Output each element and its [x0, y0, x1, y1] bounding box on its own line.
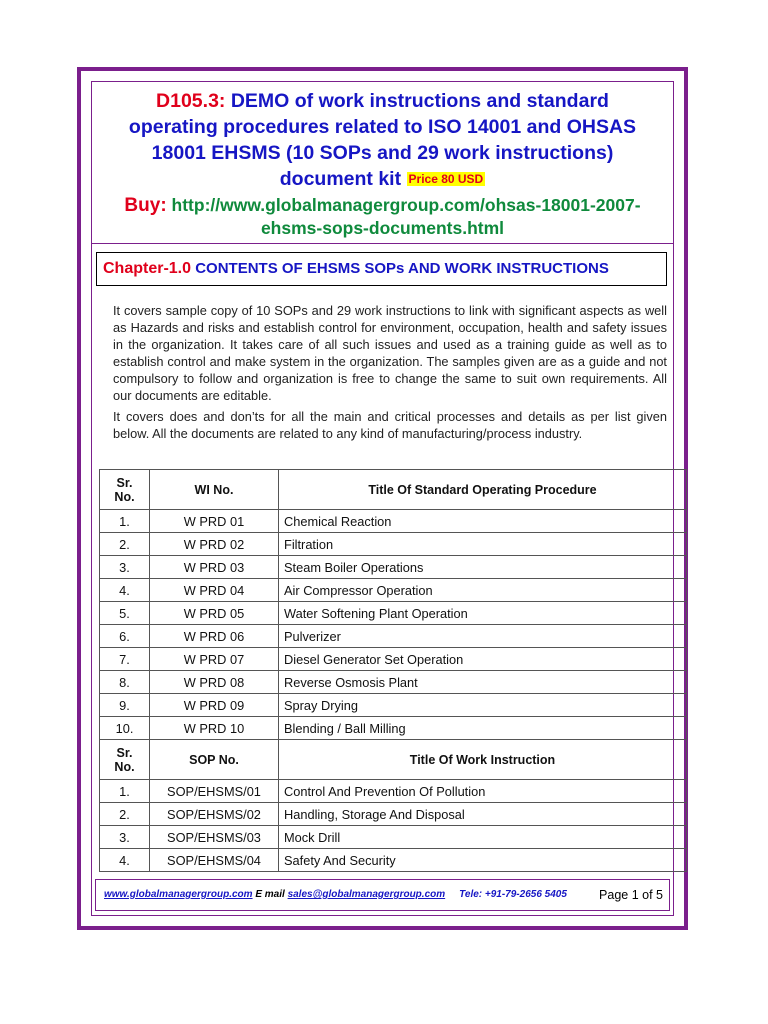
wi-no-cell: W PRD 08 [150, 671, 279, 694]
title-cell: Air Compressor Operation [279, 579, 687, 602]
header-wi-title: Title Of Work Instruction [279, 740, 687, 780]
title-line-3: 18001 EHSMS (10 SOPs and 29 work instructions) [151, 142, 614, 164]
email-label: E mail [252, 889, 288, 900]
sop-no-cell: SOP/EHSMS/03 [150, 826, 279, 849]
title-line-2: operating procedures related to ISO 14001 and OHSAS [128, 116, 637, 138]
sr-no-cell: 2. [100, 533, 150, 556]
table-row [100, 625, 687, 648]
header-sr-no: Sr. No. [100, 740, 150, 780]
page-inner-border [91, 81, 674, 916]
title-line-1: DEMO of work instructions and standard [225, 90, 609, 112]
table-row [100, 717, 687, 740]
wi-no-cell: W PRD 07 [150, 648, 279, 671]
title-cell: Control And Prevention Of Pollution [279, 780, 687, 803]
sr-no-cell: 3. [100, 556, 150, 579]
title-cell: Reverse Osmosis Plant [279, 671, 687, 694]
wi-no-cell: W PRD 05 [150, 602, 279, 625]
buy-label: Buy: [124, 195, 167, 216]
title-cell: Filtration [279, 533, 687, 556]
sr-no-cell: 9. [100, 694, 150, 717]
sop-no-cell: SOP/EHSMS/01 [150, 780, 279, 803]
wi-table-header [100, 740, 687, 780]
telephone-number: Tele: +91-79-2656 5405 [459, 889, 567, 900]
title-cell: Mock Drill [279, 826, 687, 849]
table-row [100, 694, 687, 717]
sr-no-cell: 10. [100, 717, 150, 740]
sop-no-cell: SOP/EHSMS/04 [150, 849, 279, 872]
buy-link-line-2[interactable]: ehsms-sops-documents.html [260, 218, 505, 238]
title-cell: Spray Drying [279, 694, 687, 717]
header-sr-no: Sr. No. [100, 470, 150, 510]
sop-no-cell: SOP/EHSMS/02 [150, 803, 279, 826]
header-divider [92, 243, 673, 244]
header-wi-no: WI No. [150, 470, 279, 510]
sr-no-cell: 1. [100, 780, 150, 803]
title-line-4: document kit [279, 168, 402, 190]
table-row [100, 826, 687, 849]
sr-no-cell: 4. [100, 849, 150, 872]
title-cell: Safety And Security [279, 849, 687, 872]
sr-no-cell: 7. [100, 648, 150, 671]
document-title [92, 88, 673, 192]
contents-table [99, 469, 687, 872]
page-number: Page 1 of 5 [599, 888, 663, 902]
table-row [100, 510, 687, 533]
table-row [100, 579, 687, 602]
wi-no-cell: W PRD 02 [150, 533, 279, 556]
document-code: D105.3: [156, 90, 226, 112]
title-cell: Pulverizer [279, 625, 687, 648]
table-row [100, 602, 687, 625]
table-row [100, 803, 687, 826]
title-cell: Water Softening Plant Operation [279, 602, 687, 625]
table-row [100, 849, 687, 872]
wi-no-cell: W PRD 06 [150, 625, 279, 648]
website-link[interactable]: www.globalmanagergroup.com [104, 889, 253, 900]
sr-no-cell: 1. [100, 510, 150, 533]
page-footer [95, 879, 670, 911]
sr-no-cell: 4. [100, 579, 150, 602]
wi-no-cell: W PRD 09 [150, 694, 279, 717]
chapter-title: CONTENTS OF EHSMS SOPs AND WORK INSTRUCTIONS [195, 260, 609, 277]
buy-section [92, 194, 673, 240]
sr-no-cell: 2. [100, 803, 150, 826]
sr-no-cell: 6. [100, 625, 150, 648]
sr-no-cell: 3. [100, 826, 150, 849]
title-cell: Blending / Ball Milling [279, 717, 687, 740]
table-row [100, 648, 687, 671]
chapter-number: Chapter-1.0 [103, 260, 192, 277]
table-row [100, 556, 687, 579]
wi-no-cell: W PRD 10 [150, 717, 279, 740]
title-cell: Diesel Generator Set Operation [279, 648, 687, 671]
title-cell: Chemical Reaction [279, 510, 687, 533]
header-sop-no: SOP No. [150, 740, 279, 780]
wi-no-cell: W PRD 03 [150, 556, 279, 579]
sop-table-header [100, 470, 687, 510]
wi-no-cell: W PRD 04 [150, 579, 279, 602]
title-cell: Steam Boiler Operations [279, 556, 687, 579]
email-link[interactable]: sales@globalmanagergroup.com [287, 889, 446, 900]
wi-no-cell: W PRD 01 [150, 510, 279, 533]
table-row [100, 671, 687, 694]
buy-link-line-1[interactable]: http://www.globalmanagergroup.com/ohsas-18001-2007- [171, 195, 641, 215]
table-row [100, 533, 687, 556]
sr-no-cell: 8. [100, 671, 150, 694]
sr-no-cell: 5. [100, 602, 150, 625]
page-frame [77, 67, 688, 930]
header-sop-title: Title Of Standard Operating Procedure [279, 470, 687, 510]
chapter-heading [96, 252, 667, 286]
intro-paragraph-1: It covers sample copy of 10 SOPs and 29 work instructions to link with significant aspects as well as Hazards and risks and establish control for environment, occupation, health and safety issues in the organization. It takes care of all such issues and used as a training guide as well as to establish control and make system in the organization. The samples given are as a guide and not compulsory to follow and organization is free to change the same to suit own requirements. All our documents are editable. [113, 303, 667, 403]
intro-paragraph-2: It covers does and don’ts for all the main and critical processes and details as per list given below. All the documents are related to any kind of manufacturing/process industry. [113, 409, 667, 441]
table-row [100, 780, 687, 803]
title-cell: Handling, Storage And Disposal [279, 803, 687, 826]
price-badge: Price 80 USD [408, 172, 484, 186]
